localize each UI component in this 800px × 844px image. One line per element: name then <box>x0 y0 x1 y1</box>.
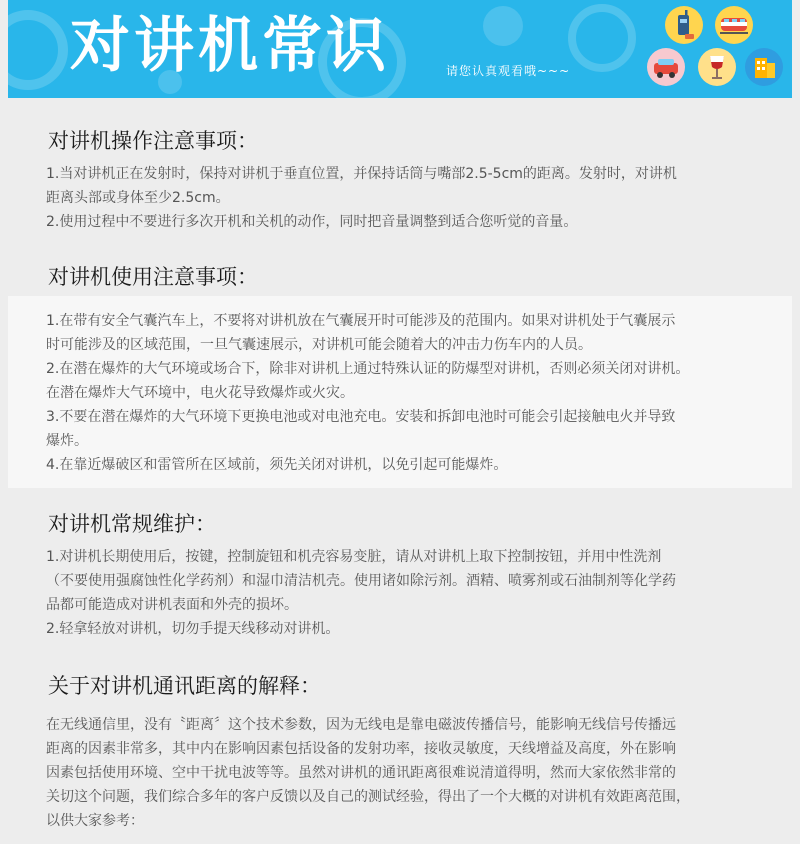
body-line: 距离头部或身体至少2.5cm。 <box>46 190 230 206</box>
section-body <box>46 713 766 833</box>
decor-ring <box>568 4 636 72</box>
section-operation <box>8 112 792 244</box>
wine-glass-icon <box>698 48 736 86</box>
body-line: 1.在带有安全气囊汽车上，不要将对讲机放在气囊展开时可能涉及的范围内。如果对讲机处于气囊展示 <box>46 313 676 329</box>
body-line: 关切这个问题，我们综合多年的客户反馈以及自己的测试经验，得出了一个大概的对讲机有效距离范围， <box>46 789 690 805</box>
page-subtitle: 请您认真观看哦~~~ <box>446 64 571 78</box>
header-banner <box>8 0 792 98</box>
car-icon <box>647 48 685 86</box>
body-line: 3.不要在潜在爆炸的大气环境下更换电池或对电池充电。安装和拆卸电池时可能会引起接触电火并导致 <box>46 409 676 425</box>
body-line: 爆炸。 <box>46 433 88 449</box>
section-title: 关于对讲机通讯距离的解释： <box>48 674 321 698</box>
section-body <box>46 545 766 641</box>
building-icon <box>745 48 783 86</box>
decor-ring <box>8 10 68 90</box>
section-usage-title-bar <box>8 250 792 294</box>
body-line: 2.轻拿轻放对讲机，切勿手提天线移动对讲机。 <box>46 621 340 637</box>
train-icon <box>715 6 753 44</box>
body-line: 1.当对讲机正在发射时，保持对讲机于垂直位置，并保持话筒与嘴部2.5-5cm的距离。发射时，对讲机 <box>46 166 677 182</box>
decor-dot <box>483 6 523 46</box>
body-line: 时可能涉及的区域范围，一旦气囊速展示，对讲机可能会随着大的冲击力伤车内的人员。 <box>46 337 592 353</box>
section-body <box>46 162 766 234</box>
body-line: 以供大家参考： <box>46 813 144 829</box>
body-line: 因素包括使用环境、空中干扰电波等等。虽然对讲机的通讯距离很难说清道得明，然而大家依然非常的 <box>46 765 676 781</box>
section-maintenance <box>8 494 792 656</box>
section-body <box>46 309 766 477</box>
walkie-talkie-icon <box>665 6 703 44</box>
section-title: 对讲机使用注意事项： <box>48 265 258 289</box>
body-line: 4.在靠近爆破区和雷管所在区域前，须先关闭对讲机，以免引起可能爆炸。 <box>46 457 508 473</box>
section-title: 对讲机操作注意事项： <box>48 129 258 153</box>
section-title: 对讲机常规维护： <box>48 512 216 536</box>
section-distance <box>8 662 792 844</box>
body-line: 在无线通信里，没有〝距离〞这个技术参数，因为无线电是靠电磁波传播信号，能影响无线信号传播远 <box>46 717 676 733</box>
body-line: 2.在潜在爆炸的大气环境或场合下，除非对讲机上通过特殊认证的防爆型对讲机，否则必须关闭对讲机。 <box>46 361 690 377</box>
section-usage <box>8 296 792 488</box>
body-line: 2.使用过程中不要进行多次开机和关机的动作，同时把音量调整到适合您听觉的音量。 <box>46 214 578 230</box>
body-line: （不要使用强腐蚀性化学药剂）和湿巾清洁机壳。使用诸如除污剂。酒精、喷雾剂或石油制剂等化学药 <box>46 573 676 589</box>
body-line: 在潜在爆炸大气环境中，电火花导致爆炸或火灾。 <box>46 385 354 401</box>
body-line: 距离的因素非常多，其中内在影响因素包括设备的发射功率，接收灵敏度，天线增益及高度，外在影响 <box>46 741 676 757</box>
body-line: 1.对讲机长期使用后，按键，控制旋钮和机壳容易变脏，请从对讲机上取下控制按钮，并用中性洗剂 <box>46 549 662 565</box>
page-title: 对讲机常识 <box>70 11 390 81</box>
body-line: 品都可能造成对讲机表面和外壳的损坏。 <box>46 597 298 613</box>
